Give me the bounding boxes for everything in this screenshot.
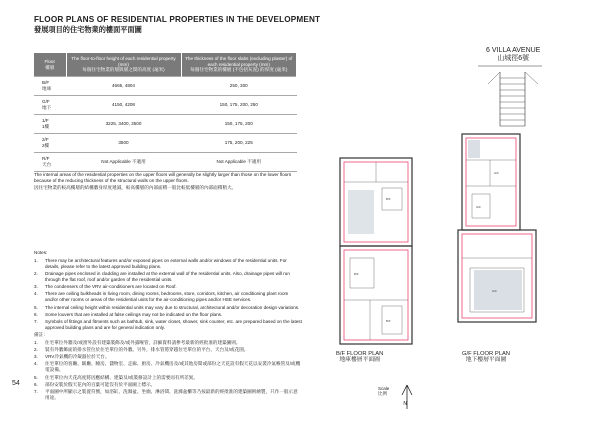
street-label [486, 47, 540, 64]
access-staircase-drawing [470, 64, 550, 134]
remark-chinese: 因住宅物業的較高樓層的結構牆身厚度遞減，較高樓層的內部面積一般比較低樓層的內部面積稍大。 [34, 185, 237, 191]
cell-height: 4150, 4208 [66, 96, 181, 115]
cell-slab: 250, 300 [181, 77, 297, 96]
note-item: 4. There are ceiling bulkheads in living room, dining rooms, bedrooms, store, corridors, kitchen, air conditioning plant room and/or other rooms or areas of the residential units for the air-conditioning pipes and/or HSE services. [34, 291, 289, 303]
note-item: 6. Some louvers that are installed at false ceilings may not be indicated on the floor plans. [34, 311, 223, 317]
note-item-chinese: 1. 住宅單位外牆及/或窗外設有建築裝飾及/或外露喉管，詳細資料請參考最新的經批准的建築圖則。 [34, 339, 241, 345]
cell-floor: 2/F 2樓 [34, 134, 66, 153]
cell-height: 3225, 3400, 3500 [66, 115, 181, 134]
page-number: 54 [12, 380, 20, 387]
notes-heading-chinese: 備註： [34, 331, 48, 337]
street-name-chinese: 山城徑6號 [497, 55, 530, 63]
svg-text:B/F: B/F [354, 272, 359, 276]
table-row [34, 115, 297, 134]
gf-plan-label [462, 351, 510, 364]
bf-plan-title-chinese: 地庫樓層平面圖 [339, 357, 380, 364]
bf-plan-title: B/F FLOOR PLAN [336, 351, 384, 357]
cell-slab: 150, 175, 200, 250 [181, 96, 297, 115]
note-item-chinese: 4. 住宅單位的客廳、飯廳、睡房、儲物室、走廊、廚房、冷氣機房及/或其他房間或部份之天花設有假天花以安裝冷氣喉管及/或機電設備。 [34, 361, 301, 373]
cell-floor: R/F 天台 [34, 153, 66, 172]
north-label: N [403, 401, 408, 407]
cell-floor: G/F 地下 [34, 96, 66, 115]
gf-plan-title-chinese: 地下樓層平面圖 [465, 357, 507, 364]
note-item-chinese: 2. 裝有外牆飾面的排水管位於住宅單位的外牆。另外，排水管將穿越住宅單位的平台、天台及/或花園。 [34, 347, 249, 353]
table-row [34, 96, 297, 115]
gf-floor-plan [440, 128, 560, 350]
bf-floor-plan [330, 150, 425, 350]
notes-heading: Notes: [34, 250, 48, 255]
page-title: FLOOR PLANS OF RESIDENTIAL PROPERTIES IN THE DEVELOPMENT [34, 15, 321, 24]
cell-height: 3500 [66, 134, 181, 153]
cell-slab: 150, 175, 200 [181, 115, 297, 134]
note-item: 1. There may be architectural features and/or exposed pipes on external walls and/or windows of the residential units. For details, please refer to the latest approved building plans. [34, 257, 287, 269]
svg-text:G/F: G/F [492, 289, 497, 293]
svg-text:B/F: B/F [386, 197, 391, 201]
internal-area-remark [34, 172, 304, 192]
cell-floor: B/F 地庫 [34, 77, 66, 96]
note-item-chinese: 6. 部份安裝於假天花內的百葉可能沒有於平面圖上標示。 [34, 381, 156, 387]
scale-label: Scale [378, 386, 390, 391]
note-item: 2. Drainage pipes enclosed in cladding are installed at the external wall of the residential units. Also, drainage pipes will run through the flat roof, roof and/or garden of the residential units. [34, 271, 290, 283]
table-header-row [34, 53, 297, 77]
bf-plan-label [336, 351, 383, 364]
table-row [34, 134, 297, 153]
note-item-chinese: 7. 平面圖中所顯示之裝置符號，如浴缸、洗滌盆、坐廁、淋浴間、洗滌盆櫃等乃按最新的經批准的建築圖則繪製，只作一般示意用途。 [34, 388, 298, 400]
page-title-chinese: 發展項目的住宅物業的樓面平面圖 [34, 25, 142, 34]
floor-height-table [34, 53, 297, 172]
north-arrow-icon [400, 383, 414, 411]
note-item: 3. The condensers of the VRV air-conditioners are located on Roof. [34, 284, 177, 290]
cell-slab: Not Applicable 不適用 [181, 153, 297, 172]
scale-label-chinese: 比例 [378, 391, 387, 397]
gf-plan-title: G/F FLOOR PLAN [462, 351, 510, 357]
header-slab: The thickness of the floor slabs (excluding plaster) of each residential property (mm) 每個住宅物業的樓板 (不包括灰泥) 的厚度 (毫米) [181, 53, 297, 77]
notes-list-english [34, 258, 302, 331]
table-row [34, 153, 297, 172]
header-height: The floor-to-floor height of each residential property (mm) 每個住宅物業的層與層之間的高度 (毫米) [66, 53, 181, 77]
table-row [34, 77, 297, 96]
cell-height: 4665, 4804 [66, 77, 181, 96]
note-item-chinese: 3. VRV冷氣機的冷凝器位於天台。 [34, 354, 110, 360]
note-item-chinese: 5. 住宅單位內天花高度將因應結構、建築及/或裝修設計上的需要而有所差異。 [34, 374, 198, 380]
cell-height: Not Applicable 不適用 [66, 153, 181, 172]
svg-text:G/F: G/F [494, 171, 499, 175]
notes-section [34, 250, 302, 402]
scale-indicator [378, 386, 389, 397]
notes-list-chinese [34, 340, 302, 401]
note-item: 7. Symbols of fittings and fitments such as bathtub, sink, water closet, shower, sink counter, etc. are prepared based on the latest approved building plans and are for general indication only. [34, 318, 302, 330]
cell-floor: 1/F 1樓 [34, 115, 66, 134]
remark-english: The internal areas of the residential properties on the upper floors will generally be slightly larger than those on the lower floors because of the reducing thickness of the structural walls on the upper floors. [34, 172, 292, 184]
street-name-english: 6 VILLA AVENUE [486, 47, 541, 54]
svg-text:B/F: B/F [386, 319, 391, 323]
cell-slab: 175, 200, 225 [181, 134, 297, 153]
header-floor: Floor 樓層 [34, 53, 66, 77]
note-item: 5. The internal ceiling height within residential units may vary due to structural, architectural and/or decoration design variations. [34, 304, 300, 310]
svg-text:G/F: G/F [476, 205, 481, 209]
